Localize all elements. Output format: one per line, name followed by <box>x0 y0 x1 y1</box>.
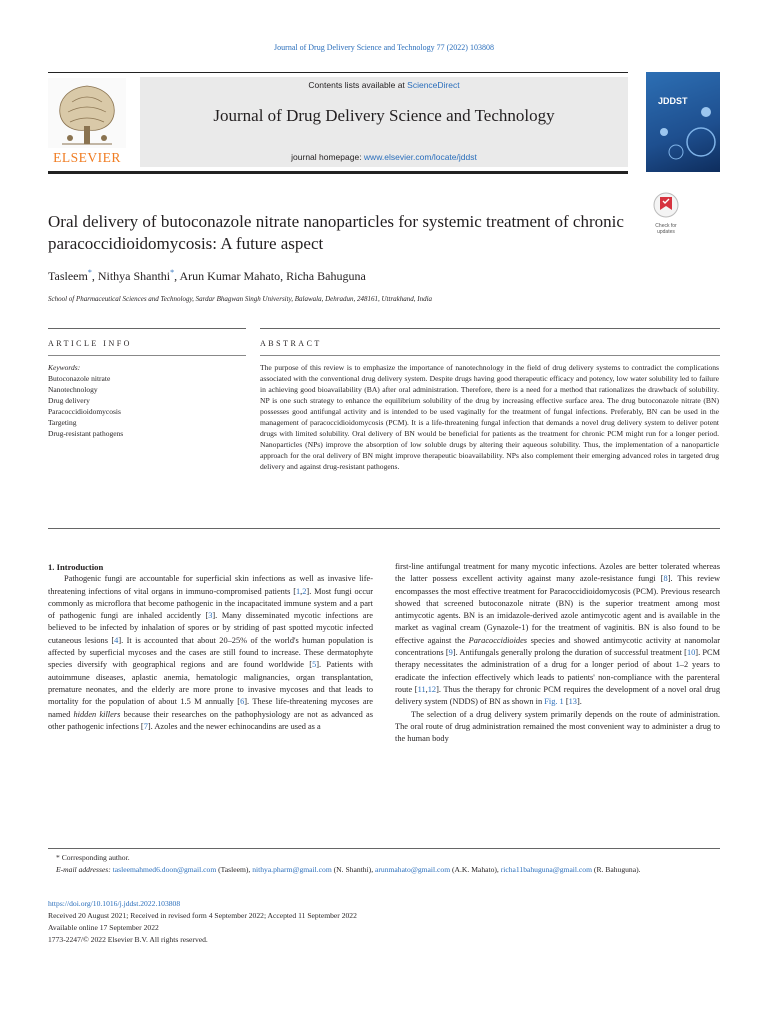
email-link[interactable]: richa11bahuguna@gmail.com <box>500 865 593 874</box>
citation-link[interactable]: 4 <box>114 635 119 645</box>
email-owner: (R. Bahuguna). <box>592 865 641 874</box>
body-text: ]. Thus the therapy for chronic PCM requires the development of a novel oral drug delivery system (NDDS) of BN as shown in <box>395 684 720 707</box>
body-text: , <box>425 684 428 694</box>
section-heading: 1. Introduction <box>48 562 104 572</box>
keyword-item: Drug-resistant pathogens <box>48 429 124 438</box>
keyword-item: Targeting <box>48 418 77 427</box>
body-text: ]. PCM therapy necessitates the administration of a drug for a longer period of about 1–2 years to eradicate the infection effectively which leads to patients' non-compliance with the parenteral route [ <box>395 648 720 694</box>
email-owner: (Tasleem), <box>216 865 253 874</box>
publisher-wordmark: ELSEVIER <box>53 150 121 165</box>
citation-link[interactable]: 6 <box>240 697 245 707</box>
author-name: Tasleem <box>48 269 88 283</box>
intro-paragraph-3: The selection of a drug delivery system primarily depends on the route of administration. The oral route of drug administration remained the most convenient way to administer a drug to the human body <box>395 709 720 744</box>
body-text: ]. Patients with autoimmune diseases, aplastic anemia, hematologic malignancies, organ transplantation, premature neonates, and the elderly are more prone to invasive mycoses and that leads to mortality for the population of about 1.5 M annually [ <box>48 660 373 707</box>
citation-link[interactable]: 10 <box>686 648 696 658</box>
author-separator: , <box>91 269 98 283</box>
author-name: Nithya Shanthi <box>97 269 171 283</box>
citation-link[interactable]: 11 <box>417 684 426 694</box>
email-link[interactable]: arunmahato@gmail.com <box>375 865 451 874</box>
author-name: Arun Kumar Mahato <box>179 269 281 283</box>
body-text: ]. This review encompasses the most effective treatment for Paracoccidioidomycosis (PCM). Previous research showed that screened butoconazole nitrate (BN) is the superior treatment among most antimycotic agents. BN is an imidazole-derived azole antimycotic agent and is available in the market as vaginal cream (Gynazole-1) for the treatment of vaginitis. BN is also found to be effective against the <box>395 574 720 645</box>
body-text: because their researches on the pathophysiology are not as advanced as other pathogenic infections [ <box>48 709 373 731</box>
article-title: Oral delivery of butoconazole nitrate nanoparticles for systemic treatment of chronic paracoccidioidomycosis: A future aspect <box>48 212 624 253</box>
citation-link[interactable]: 2 <box>302 586 307 596</box>
journal-homepage <box>140 152 628 162</box>
cover-title: JDDST <box>658 96 688 106</box>
journal-cover-thumbnail[interactable] <box>646 72 720 172</box>
email-label: E-mail addresses: <box>56 865 111 874</box>
body-text: ]. Most fungi occur commonly as microflora that become pathogenic in the incapacitated immune system and a part of pathogenic fungi are inhaled accidently [ <box>48 586 373 621</box>
body-text: ]. Many disseminated mycotic infections are believed to be infected by inhalation of spores or by striding of past spotted mycotic infected cutaneous lesions [ <box>48 611 373 645</box>
intro-paragraph-1 <box>48 573 373 733</box>
keyword-item: Nanotechnology <box>48 385 98 394</box>
author-separator: , <box>280 269 287 283</box>
journal-title: Journal of Drug Delivery Science and Technology <box>213 106 555 125</box>
author-list <box>48 268 366 284</box>
species-name: Paracoccidioides <box>468 635 528 645</box>
corresponding-author-note: * Corresponding author. <box>56 853 130 862</box>
footnotes <box>48 852 720 876</box>
check-for-updates-badge[interactable] <box>650 192 682 235</box>
keywords-label: Keywords: <box>48 363 81 372</box>
footnote-rule <box>48 848 720 849</box>
body-text: first-line antifungal treatment for many mycotic infections. Azoles are better tolerated whereas the latter possess excellent activity against many azole-resistance fungi [ <box>395 562 720 584</box>
header-bottom-rule <box>48 171 628 174</box>
citation-link[interactable]: 5 <box>312 660 317 670</box>
homepage-prefix: journal homepage: <box>291 152 364 162</box>
abstract-heading: ABSTRACT <box>260 339 322 348</box>
keyword-item: Paracoccidioidomycosis <box>48 407 121 416</box>
figure-link[interactable]: Fig. 1 <box>544 697 564 707</box>
body-text: Pathogenic fungi are accountable for superficial skin infections as well as invasive life-threatening infections of vital organs in immuno-compromised patients [ <box>48 574 373 596</box>
running-head[interactable]: Journal of Drug Delivery Science and Technology 77 (2022) 103808 <box>274 43 494 52</box>
contents-prefix: Contents lists available at <box>308 80 408 90</box>
body-text: ]. Antifungals generally prolong the duration of successful treatment [ <box>452 648 687 658</box>
cover-art <box>646 72 720 172</box>
crossmark-label: Check for updates <box>655 223 677 235</box>
crossmark-icon <box>653 192 679 218</box>
body-text: ]. <box>576 697 582 707</box>
corresponding-mark[interactable]: * <box>87 268 92 277</box>
abstract-rule <box>260 355 720 356</box>
contents-availability <box>140 80 628 90</box>
corresponding-mark[interactable]: * <box>170 268 175 277</box>
article-info-rule <box>48 355 246 356</box>
citation-link[interactable]: 9 <box>448 648 453 658</box>
keywords-block <box>48 362 246 439</box>
body-column-left <box>48 561 373 733</box>
body-text: ]. Azoles and the newer echinocandins are used as a <box>147 721 321 731</box>
email-owner: (N. Shanthi), <box>331 865 375 874</box>
citation-link[interactable]: 7 <box>143 721 148 731</box>
sciencedirect-link[interactable]: ScienceDirect <box>407 80 460 90</box>
doi-link[interactable]: https://doi.org/10.1016/j.jddst.2022.103808 <box>48 899 181 908</box>
body-text: , <box>300 586 303 596</box>
citation-link[interactable]: 12 <box>427 684 437 694</box>
citation-link[interactable]: 1 <box>295 586 301 596</box>
body-text: ]. It is accounted that about 20–25% of the world's human population is affected by superficial mycoses and the cases are still found to increase. These dermatophyte species diversify with geographical regions and are found worldwide [ <box>48 635 373 670</box>
abstract-top-rule <box>260 328 720 329</box>
author-separator: , <box>174 269 180 283</box>
online-date: Available online 17 September 2022 <box>48 923 159 932</box>
article-info-top-rule <box>48 328 246 329</box>
abstract-text: The purpose of this review is to emphasize the importance of nanotechnology in the field of drug delivery systems to contradict the complications associated with the conventional drug delivery system. Despite drugs having good therapeutic efficacy and potency, low water solubility led to failure in achieving good bioavailability (BA) after oral administration. Therefore, there is a need for a method that rationalizes the drawback of solubility. NP is one such strategy to enhance the equilibrium solubility of the drug by increasing effective surface area. The drug butoconazole nitrate (BN) possesses good antifungal activity and is intended to be used vaginally for the treatment of fungal infections. Preferably, BN can be used in the management of paracoccidioidomycosis (PCM). It is a life-threatening fungal infection that demands a novel drug delivery system to deliver potent drugs with limited solubility. Oral delivery of BN would be beneficial for patients as the treatment for chronic PCM might run for a longer period. Nanoparticles (NPs) improve the absorption of low soluble drugs by altering their aqueous solubility. Thus, the implementation of a nanoparticle approach for the oral delivery of BN might improve therapeutic bioavailability. NPs also complement their emerging advanced roles in targeted drug delivery and against drug-resistant pathogens. <box>260 363 719 471</box>
keyword-item: Drug delivery <box>48 396 90 405</box>
email-addresses <box>48 864 720 876</box>
body-text: species and showed antimycotic activity at nanomolar concentrations [ <box>395 635 720 658</box>
abstract-bottom-rule <box>48 528 720 529</box>
intro-paragraph-2 <box>395 561 720 709</box>
body-text: [ <box>563 697 569 707</box>
keyword-item: Butoconazole nitrate <box>48 374 111 383</box>
body-column-right <box>395 561 720 745</box>
article-info-heading: ARTICLE INFO <box>48 339 132 348</box>
citation-link[interactable]: 3 <box>208 611 213 621</box>
body-text: ]. These life-threatening mycoses are named <box>48 697 373 719</box>
copyright-line: 1773-2247/© 2022 Elsevier B.V. All rights reserved. <box>48 935 208 944</box>
citation-link[interactable]: 8 <box>663 574 668 584</box>
email-link[interactable]: tasleemahmed6.doon@gmail.com <box>112 865 217 874</box>
header-top-rule <box>48 72 628 73</box>
history-dates: Received 20 August 2021; Received in revised form 4 September 2022; Accepted 11 September 2022 <box>48 911 357 920</box>
email-link[interactable]: nithya.pharm@gmail.com <box>252 865 332 874</box>
affiliation: School of Pharmaceutical Sciences and Technology, Sardar Bhagwan Singh University, Balawala, Dehradun, 248161, Uttrakhand, India <box>48 295 433 303</box>
author-name: Richa Bahuguna <box>286 269 366 283</box>
email-owner: (A.K. Mahato), <box>450 865 501 874</box>
emphasis-text: hidden killers <box>73 709 121 719</box>
citation-link[interactable]: 13 <box>568 697 577 707</box>
publication-details <box>48 898 720 946</box>
homepage-link[interactable]: www.elsevier.com/locate/jddst <box>363 152 477 162</box>
